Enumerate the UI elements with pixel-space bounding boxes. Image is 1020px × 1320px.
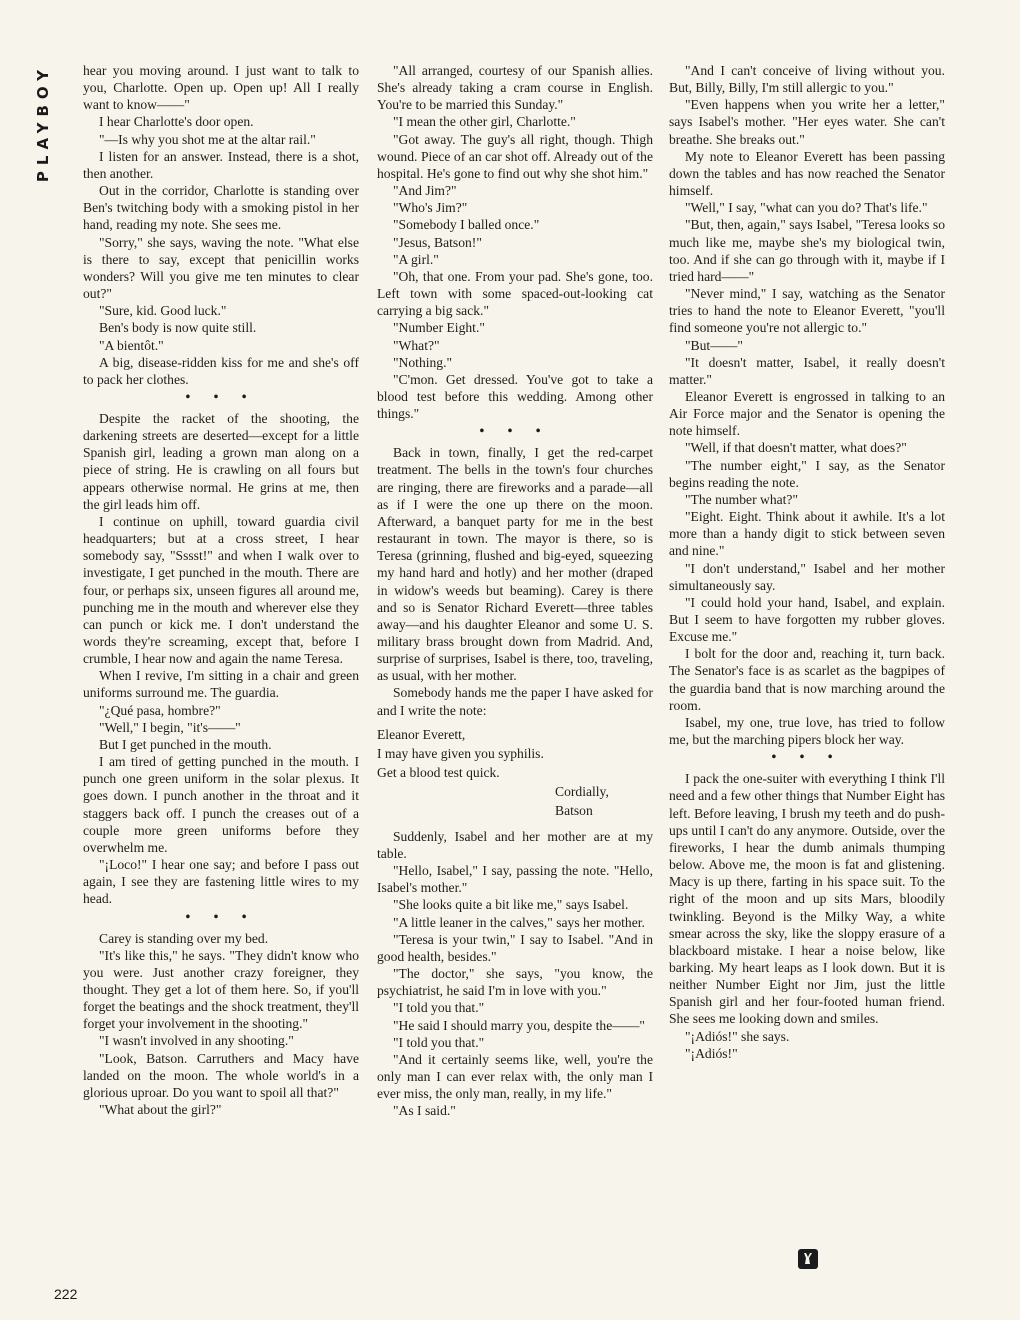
paragraph: "Well," I say, "what can you do? That's life." bbox=[685, 200, 928, 216]
paragraph: I hear Charlotte's door open. bbox=[99, 114, 254, 130]
paragraph: "Nothing." bbox=[393, 354, 453, 370]
paragraph: "It's like this," he says. "They didn't know who you were. Just another crazy foreigner, they thought. They get a lot of them here. So, if you'll forget the beatings and the shock treatment, they'll forget your involvement in the shooting." bbox=[83, 947, 359, 1032]
paragraph: "He said I should marry you, despite the——" bbox=[393, 1017, 645, 1033]
paragraph: "I mean the other girl, Charlotte." bbox=[393, 114, 576, 130]
paragraph: "I told you that." bbox=[393, 1000, 485, 1016]
paragraph: I continue on uphill, toward guardia civil headquarters; but at a cross street, I hear somebody say, "Sssst!" and when I walk over to investigate, I get punched in the mouth. There are four, or perhaps six, unseen figures all around me, punching me in the mouth and wherever else they can punch or kick me. I don't understand the words they're screaming, except that, before I crumble, I hear now and again the name Teresa. bbox=[83, 513, 359, 667]
note-signature: Batson bbox=[555, 802, 593, 818]
paragraph: "Number Eight." bbox=[393, 320, 485, 336]
paragraph: Isabel, my one, true love, has tried to follow me, but the marching pipers block her way. bbox=[669, 714, 945, 748]
paragraph: "Never mind," I say, watching as the Senator tries to hand the note to Eleanor Everett, "you'll find someone you're not allergic to." bbox=[669, 286, 945, 336]
paragraph: "I could hold your hand, Isabel, and explain. But I seem to have forgotten my rubber gloves. Excuse me." bbox=[669, 594, 945, 645]
section-break: • • • bbox=[479, 423, 551, 439]
note-line: I may have given you syphilis. bbox=[377, 745, 544, 761]
text-column-2 bbox=[377, 62, 653, 1119]
paragraph: "But, then, again," says Isabel, "Teresa looks so much like me, maybe she's my biological twin, too. And if she can go through with it, maybe if I tried hard——" bbox=[669, 217, 945, 284]
paragraph: "As I said." bbox=[393, 1103, 456, 1119]
note-line: Get a blood test quick. bbox=[377, 764, 500, 780]
paragraph: "I don't understand," Isabel and her mother simultaneously say. bbox=[669, 560, 945, 593]
text-column-3 bbox=[669, 62, 945, 1062]
paragraph: "I wasn't involved in any shooting." bbox=[99, 1033, 294, 1049]
paragraph: "I told you that." bbox=[393, 1034, 485, 1050]
paragraph: "And Jim?" bbox=[393, 183, 457, 199]
paragraph: "Somebody I balled once." bbox=[393, 217, 540, 233]
paragraph: "She looks quite a bit like me," says Isabel. bbox=[393, 897, 629, 913]
paragraph: "Teresa is your twin," I say to Isabel. "And in good health, besides." bbox=[377, 931, 653, 964]
text-column-1 bbox=[83, 62, 359, 1118]
paragraph: "A bientôt." bbox=[99, 337, 164, 353]
paragraph: "C'mon. Get dressed. You've got to take a blood test before this wedding. Among other things." bbox=[377, 371, 653, 422]
paragraph: Despite the racket of the shooting, the darkening streets are deserted—except for a little Spanish girl, leading a grown man along on a piece of string. He is crawling on all fours but appears otherwise normal. He grins at me, then the girl leads him off. bbox=[83, 410, 359, 512]
paragraph: "¿Qué pasa, hombre?" bbox=[99, 702, 221, 718]
paragraph: "¡Loco!" I hear one say; and before I pass out again, I see they are fastening little wires to my head. bbox=[83, 857, 359, 907]
paragraph: Back in town, finally, I get the red-carpet treatment. The bells in the town's four churches are ringing, there are fireworks and a parade—all as if I were the one up there on the moon. Afterward, a banquet party for me in the best restaurant in town. The mayor is there, so is Teresa (grinning, flushed and big-eyed, squeezing my hand hard and hotly) and her mother (draped in widow's weeds but beaming). Carey is there and so is Senator Richard Everett—three tables away—and his daughter Eleanor and some U. S. military brass brought down from Madrid. And, surprise of surprises, Isabel is there, too, traveling, as usual, with her mother. bbox=[377, 445, 653, 684]
note-line: Eleanor Everett, bbox=[377, 726, 466, 742]
paragraph: "All arranged, courtesy of our Spanish allies. She's already taking a cram course in English. You're to be married this Sunday." bbox=[377, 63, 653, 113]
paragraph: I am tired of getting punched in the mouth. I punch one green uniform in the solar plexus. It goes down. I punch another in the throat and it staggers back off. I punch the creases out of a couple more green uniforms before they overwhelm me. bbox=[83, 754, 359, 855]
paragraph: "Well, if that doesn't matter, what does?" bbox=[685, 440, 907, 456]
paragraph: "The number what?" bbox=[685, 491, 799, 507]
paragraph: When I revive, I'm sitting in a chair and green uniforms surround me. The guardia. bbox=[83, 668, 359, 701]
section-break: • • • bbox=[771, 749, 843, 765]
paragraph: I bolt for the door and, reaching it, turn back. The Senator's face is as scarlet as the bagpipes of the guardia band that is now marching around the room. bbox=[669, 646, 945, 713]
paragraph: "Look, Batson. Carruthers and Macy have landed on the moon. The whole world's in a glorious uproar. Do you want to spoil all that?" bbox=[83, 1050, 359, 1100]
paragraph: Somebody hands me the paper I have asked for and I write the note: bbox=[377, 685, 653, 718]
paragraph: "But——" bbox=[685, 337, 743, 353]
paragraph: A big, disease-ridden kiss for me and she's off to pack her clothes. bbox=[83, 354, 359, 387]
handwritten-note bbox=[377, 725, 653, 820]
note-signature: Cordially, bbox=[555, 783, 609, 799]
paragraph: "What?" bbox=[393, 337, 440, 353]
paragraph: "Who's Jim?" bbox=[393, 200, 468, 216]
paragraph: My note to Eleanor Everett has been passing down the tables and has now reached the Senator himself. bbox=[669, 148, 945, 199]
paragraph: "Sorry," she says, waving the note. "What else is there to say, except that penicillin works wonders? Will you give me ten minutes to clear out?" bbox=[83, 234, 359, 302]
paragraph: "What about the girl?" bbox=[99, 1102, 222, 1118]
paragraph: "And it certainly seems like, well, you're the only man I can ever relax with, the only man I ever miss, the only man, really, in my life." bbox=[377, 1051, 653, 1102]
paragraph: "Oh, that one. From your pad. She's gone, too. Left town with some spaced-out-looking cat carrying a big sack." bbox=[377, 268, 653, 319]
paragraph: "A little leaner in the calves," says her mother. bbox=[393, 914, 645, 930]
section-break: • • • bbox=[185, 908, 257, 924]
paragraph: Eleanor Everett is engrossed in talking to an Air Force major and the Senator is opening the note himself. bbox=[669, 388, 945, 439]
paragraph: Out in the corridor, Charlotte is standing over Ben's twitching body with a smoking pistol in her hand, reading my note. She sees me. bbox=[83, 183, 359, 233]
paragraph: Ben's body is now quite still. bbox=[99, 320, 257, 336]
paragraph: "¡Adiós!" bbox=[685, 1045, 738, 1061]
paragraph: "Eight. Eight. Think about it awhile. It's a lot more than a handy digit to stick between seven and nine." bbox=[669, 509, 945, 559]
paragraph: "Jesus, Batson!" bbox=[393, 234, 482, 250]
page-number: 222 bbox=[54, 1286, 78, 1302]
paragraph: I listen for an answer. Instead, there is a shot, then another. bbox=[83, 148, 359, 181]
paragraph: "¡Adiós!" she says. bbox=[685, 1028, 790, 1044]
paragraph: "Even happens when you write her a letter," says Isabel's mother. "Her eyes water. She can't breathe. She breaks out." bbox=[669, 97, 945, 147]
paragraph: "It doesn't matter, Isabel, it really doesn't matter." bbox=[669, 354, 945, 387]
paragraph: Carey is standing over my bed. bbox=[99, 930, 269, 946]
paragraph: "Hello, Isabel," I say, passing the note. "Hello, Isabel's mother." bbox=[377, 863, 653, 896]
paragraph: "The number eight," I say, as the Senator begins reading the note. bbox=[669, 457, 945, 490]
paragraph: I pack the one-suiter with everything I think I'll need and a few other things that Number Eight has left. Before leaving, I brush my teeth and do push-ups until I can't do any anymore. Outside, over the fireworks, I hear the dumb animals thumping below. Above me, the moon is fat and glistening. Macy is up there, farting in his space suit. To the right of the moon and up sits Mars, bloodily twinkling. Beyond is the Milky Way, a white smear across the sky, like the sloppy erasure of a blackboard mistake. I hear a noise below, like barking. My heart leaps as I look down. But it is neither Number Eight nor Jim, just the little Spanish girl and her four-footed human friend. She sees me looking down and smiles. bbox=[669, 771, 945, 1027]
magazine-running-head: PLAYBOY bbox=[34, 64, 52, 183]
paragraph: Suddenly, Isabel and her mother are at my table. bbox=[377, 828, 653, 861]
paragraph: "A girl." bbox=[393, 251, 439, 267]
paragraph: "Well," I begin, "it's——" bbox=[99, 719, 241, 735]
paragraph: "—Is why you shot me at the altar rail." bbox=[99, 131, 316, 147]
paragraph: "And I can't conceive of living without you. But, Billy, Billy, I'm still allergic to you." bbox=[669, 63, 945, 96]
paragraph: "The doctor," she says, "you know, the psychiatrist, he said I'm in love with you." bbox=[377, 966, 653, 999]
paragraph: But I get punched in the mouth. bbox=[99, 736, 272, 752]
paragraph: hear you moving around. I just want to talk to you, Charlotte. Open up. Open up! All I really want to know——" bbox=[83, 63, 359, 113]
paragraph: "Sure, kid. Good luck." bbox=[99, 303, 227, 319]
paragraph: "Got away. The guy's all right, though. Thigh wound. Piece of an car shot off. Already out of the hospital. He's gone to find out why she shot him." bbox=[377, 131, 653, 181]
rabbit-logo-icon bbox=[798, 1249, 818, 1269]
section-break: • • • bbox=[185, 388, 257, 404]
